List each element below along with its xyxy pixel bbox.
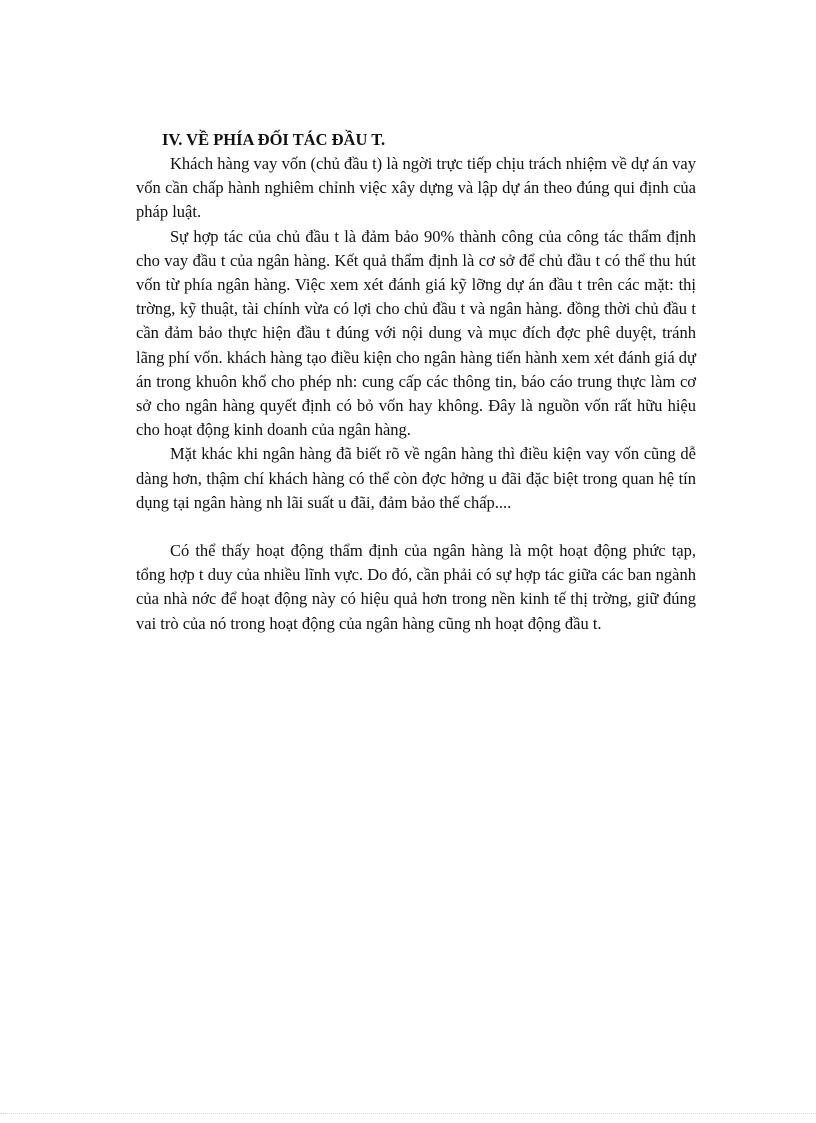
paragraph-conclusion: Có thể thấy hoạt động thẩm định của ngân hàng là một hoạt động phức tạp, tổng hợp t duy của nhiều lĩnh vực. Do đó, cần phải có sự hợp tác giữa các ban ngành của nhà nớc để hoạt động này có hiệu quả hơn trong nền kinh tế thị trờng, giữ đúng vai trò của nó trong hoạt động của ngân hàng cũng nh hoạt động đầu t. xyxy=(136,541,696,633)
document-body xyxy=(136,128,696,636)
paragraph-investor-cooperation: Sự hợp tác của chủ đầu t là đảm bảo 90% thành công của công tác thẩm định cho vay đầu t của ngân hàng. Kết quả thẩm định là cơ sở để chủ đầu t có thể thu hút vốn từ phía ngân hàng. Việc xem xét đánh giá kỹ lỡng dự án đầu t trên các mặt: thị trờng, kỹ thuật, tài chính vừa có lợi cho chủ đầu t và ngân hàng. đồng thời chủ đầu t cần đảm bảo thực hiện đầu t đúng với nội dung và mục đích đợc phê duyệt, tránh lãng phí vốn. khách hàng tạo điều kiện cho ngân hàng tiến hành xem xét đánh giá dự án trong khuôn khổ cho phép nh: cung cấp các thông tin, báo cáo trung thực làm cơ sở cho ngân hàng quyết định có bỏ vốn hay không. Đây là nguồn vốn rất hữu hiệu cho hoạt động kinh doanh của ngân hàng. xyxy=(136,226,696,440)
paragraph-spacer xyxy=(136,515,696,539)
page-bottom-border xyxy=(0,1113,816,1114)
paragraph-loan-conditions: Mặt khác khi ngân hàng đã biết rõ về ngân hàng thì điều kiện vay vốn cũng dễ dàng hơn, thậm chí khách hàng có thể còn đợc hởng u đãi đặc biệt trong quan hệ tín dụng tại ngân hàng nh lãi suất u đãi, đảm bảo thế chấp.... xyxy=(136,444,696,512)
paragraph-customer-responsibility: Khách hàng vay vốn (chủ đầu t) là ngời trực tiếp chịu trách nhiệm về dự án vay vốn cần chấp hành nghiêm chỉnh việc xây dựng và lập dự án theo đúng qui định của pháp luật. xyxy=(136,154,696,222)
section-heading: IV. VỀ PHÍA ĐỐI TÁC ĐẦU T. xyxy=(162,130,386,149)
